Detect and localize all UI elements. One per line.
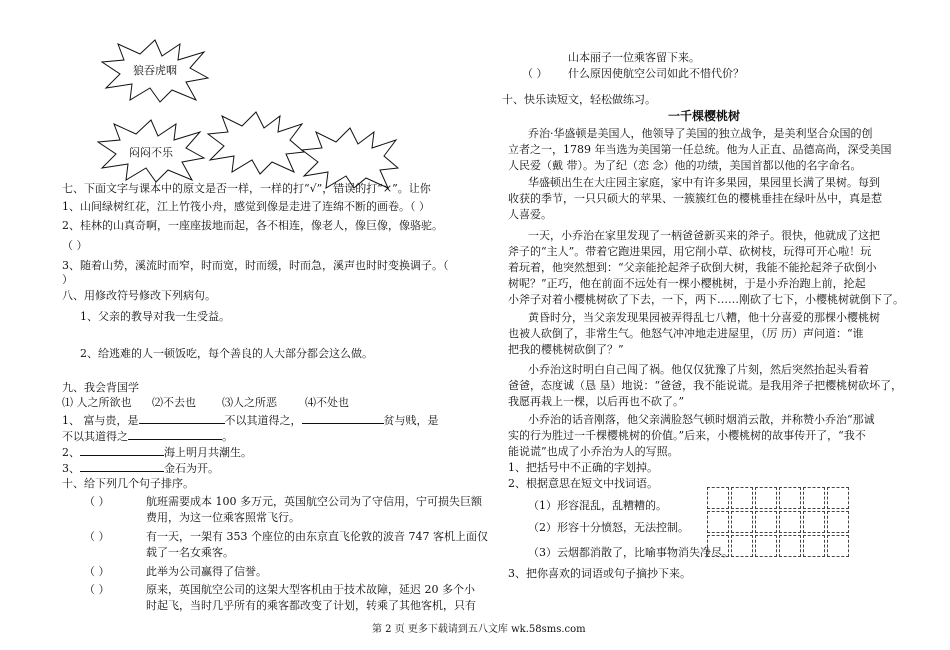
q11-heading: 十、快乐读短文，轻松做练习。	[502, 93, 656, 106]
exercise-1: 1、把括号中不正确的字划掉。	[508, 461, 658, 474]
answer-grid[interactable]	[706, 486, 850, 558]
fill-blank[interactable]	[80, 444, 164, 456]
q10-last-text: 什么原因使航空公司如此不惜代价？	[568, 67, 744, 80]
story-line: 华盛顿出生在大庄园主家庭，家中有许多果园，果园里长满了果树。每到	[528, 176, 880, 189]
burst-1-text: 狼吞虎咽	[133, 64, 177, 77]
q9-option: ⑷不处也	[305, 396, 349, 409]
q8-heading: 八、用修改符号修改下列病句。	[62, 289, 216, 302]
q7-item: 3、随着山势，溪流时而窄，时而宽，时而缓，时而急，溪声也时时变换调子。（	[62, 259, 449, 272]
q10-text: 此举为公司赢得了信誉。	[146, 565, 267, 578]
q10-text: 费用，为这一位乘客照常飞行。	[146, 511, 300, 524]
q9-option: ⑶人之所恶	[222, 396, 277, 409]
burst-3	[206, 110, 306, 176]
q7-item: 2、桂林的山真奇啊，一座座拔地而起，各不相连，像老人，像巨像，像骆驼。	[62, 219, 443, 232]
q10-text: 有一天，一架有 353 个座位的由东京直飞伦敦的波音 747 客机上面仅	[146, 530, 488, 543]
story-line: 人喜爱。	[508, 208, 552, 221]
q10-text: 航班需要成本 100 多万元，英国航空公司为了守信用，宁可损失巨额	[146, 495, 482, 508]
q10-text: 时起飞，当时几乎所有的乘客都改变了计划，转乘了其他客机，只有	[146, 599, 476, 612]
q9-line-3: 2、 海上明月共潮生。	[62, 446, 252, 459]
story-line: 能说谎”也成了小乔治为人的写照。	[508, 445, 679, 458]
q7-item: 1、山间绿树红花，江上竹筏小舟，感觉到像是走进了连绵不断的画卷。（ ）	[62, 200, 430, 213]
story-line: 把我的樱桃树砍倒了？”	[508, 343, 624, 356]
q10-text: 原来，英国航空公司的这架大型客机由于技术故障，延迟 20 多个小	[146, 583, 475, 596]
fill-blank[interactable]	[128, 428, 222, 440]
story-title: 一千棵樱桃树	[668, 109, 741, 123]
q10-paren[interactable]: （ ）	[84, 495, 110, 508]
story-line: 黄昏时分，当父亲发现果园被弄得乱七八糟，他十分喜爱的那棵小樱桃树	[528, 311, 880, 324]
story-line: 人民爱（戴 带）。为了纪（恋 念）他的功绩，美国首都以他的名字命名。	[508, 159, 862, 172]
q7-item: ）	[62, 273, 73, 286]
story-line: 斧子的“主人”。带着它跑进果园，用它削小草、砍树枝，玩得可开心啦！玩	[508, 245, 872, 258]
story-line: 着玩着，他突然想到：“父亲能抡起斧子砍倒大树，我能不能抡起斧子砍倒小	[508, 261, 877, 274]
q9-option: ⑵不去也	[152, 396, 196, 409]
story-line: 小斧子对着小樱桃树砍了下去，一下，两下……刚砍了七下，小樱桃树就倒下了。	[508, 293, 904, 306]
story-line: 收获的季节，一只只硕大的苹果、一簇簇红色的樱桃垂挂在绿叶丛中，真是惹	[508, 192, 882, 205]
q9-line-4: 3、 金石为开。	[62, 462, 219, 475]
exercise-2-item: （3）云烟都消散了，比喻事物消失净尽。	[528, 546, 733, 559]
q9-heading: 九、我会背国学	[62, 381, 139, 394]
story-line: 爸爸，态度诚（恳 垦）地说：“爸爸，我不能说谎。是我用斧子把樱桃树砍坏了，	[508, 379, 903, 392]
burst-1	[100, 38, 210, 104]
q7-heading: 七、下面文字与课本中的原文是否一样，一样的打“√”，错误的打“×”。让你	[62, 182, 431, 195]
q10-heading: 十、给下列几个句子排序。	[62, 477, 194, 490]
burst-2	[96, 118, 206, 184]
q8-item: 2、给逃难的人一顿饭吃，每个善良的人大部分都会这么做。	[80, 347, 373, 360]
fill-blank[interactable]	[139, 412, 225, 424]
story-line: 立者之一，1789 年当选为美国第一任总统。他为人正直、品德高尚，深受美国	[508, 143, 892, 156]
q10-text: 载了一名女乘客。	[146, 546, 234, 559]
q10-last-paren[interactable]: （ ）	[522, 67, 548, 80]
fill-blank[interactable]	[302, 412, 384, 424]
q9-option: ⑴ 人之所欲也	[62, 396, 132, 409]
q9-line-1: 1、 富与贵，是 不以其道得之， 贫与贱，是	[62, 414, 439, 427]
q7-item: （ ）	[62, 239, 88, 252]
burst-2-text: 闷闷不乐	[129, 146, 173, 159]
exercise-3: 3、把你喜欢的词语或句子摘抄下来。	[508, 567, 691, 580]
q8-item: 1、父亲的教导对我一生受益。	[80, 310, 230, 323]
page-footer: 第 2 页 更多下载请到五八文库 wk.58sms.com	[372, 624, 586, 635]
story-line: 乔治·华盛顿是美国人，他领导了美国的独立战争，是美利坚合众国的创	[528, 127, 873, 140]
q10-paren[interactable]: （ ）	[84, 583, 110, 596]
story-line: 也被人砍倒了，非常生气。他怒气冲冲地走进屋里，（厉 历）声问道：“谁	[508, 327, 864, 340]
story-line: 小乔治这时明白自己闯了祸。他仅仅犹豫了片刻，然后突然抬起头看着	[528, 363, 869, 376]
q10-paren[interactable]: （ ）	[84, 565, 110, 578]
exercise-2: 2、根据意思在短文中找词语。	[508, 477, 658, 490]
exercise-2-item: （1）形容混乱，乱糟糟的。	[528, 499, 667, 512]
continued-line: 山本丽子一位乘客留下来。	[568, 51, 700, 64]
q9-line-2: 不以其道得之 。	[62, 430, 233, 443]
story-line: 树呢？”正巧，他在前面不远处有一棵小樱桃树，于是小乔治跑上前，抡起	[508, 277, 866, 290]
story-line: 小乔治的话音刚落，他父亲满脸怒气顿时烟消云散，并称赞小乔治“那诚	[528, 413, 875, 426]
fill-blank[interactable]	[80, 460, 164, 472]
story-line: 实的行为胜过一千棵樱桃树的价值。”后来，小樱桃树的故事传开了，“我不	[508, 429, 866, 442]
q10-paren[interactable]: （ ）	[84, 530, 110, 543]
exercise-2-item: （2）形容十分愤怒，无法控制。	[528, 521, 689, 534]
story-line: 一天，小乔治在家里发现了一柄爸爸新买来的斧子。很快，他就成了这把	[528, 229, 880, 242]
story-line: 我愿再栽上一棵，以后再也不砍了。”	[508, 395, 685, 408]
